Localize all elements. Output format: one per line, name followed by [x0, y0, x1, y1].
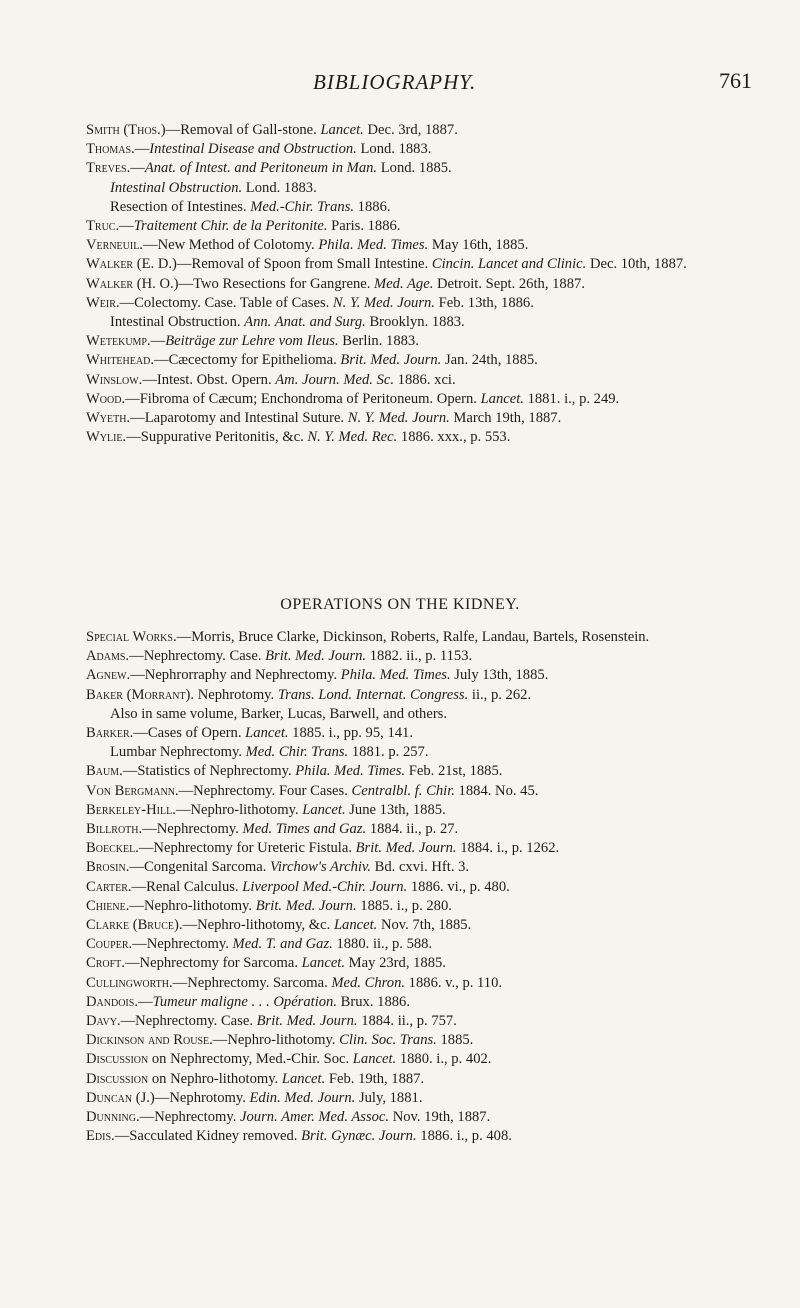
entry-source: Med. T. and Gaz. [232, 936, 333, 953]
entry-detail: 1880. ii., p. 588. [332, 936, 433, 953]
entry-text: Intestinal Obstruction. [110, 314, 245, 331]
entry-detail: 1880. i., p. 402. [396, 1051, 492, 1068]
entry-text: —Intest. Obst. Opern. [142, 371, 276, 388]
entry-author: Wood. [86, 390, 126, 407]
entry-author: Baum. [86, 763, 123, 780]
entry-source: Brit. Med. Journ. [255, 897, 357, 914]
entry-source: Traitement Chir. de la Peritonite. [133, 218, 328, 235]
section-heading: OPERATIONS ON THE KIDNEY. [280, 596, 520, 613]
entry-detail: Jan. 24th, 1885. [441, 352, 538, 369]
entry-source: Anat. of Intest. and Peritoneum in Man. [144, 160, 378, 177]
entry-detail: Berlin. 1883. [338, 333, 419, 350]
entry-author: Discussion [86, 1070, 149, 1087]
entry-detail: May 16th, 1885. [428, 237, 529, 254]
entry-detail: Brux. 1886. [337, 993, 410, 1010]
bibliography-entry [86, 878, 776, 897]
entry-source: Med. Chron. [331, 974, 406, 991]
entry-detail: Lond. 1883. [242, 179, 317, 196]
entry-author: Boeckel. [86, 840, 139, 857]
entry-text: —Laparotomy and Intestinal Suture. [130, 410, 348, 427]
entry-text: —Sacculated Kidney removed. [114, 1128, 302, 1145]
bibliography-entry [86, 159, 776, 178]
entry-source: Brit. Med. Journ. [340, 352, 442, 369]
entry-text: —Fibroma of Cæcum; Enchondroma of Peritoneum. Opern. [125, 390, 481, 407]
entry-source: Journ. Amer. Med. Assoc. [240, 1109, 390, 1126]
entry-author: Verneuil. [86, 237, 143, 254]
entry-text: on Nephrectomy, Med.-Chir. Soc. [148, 1051, 353, 1068]
entry-text: —Nephrectomy. [132, 936, 233, 953]
entry-text: —Nephrotomy. [154, 1089, 250, 1106]
entry-detail: June 13th, 1885. [345, 801, 446, 818]
entry-detail: 1884. ii., p. 27. [366, 821, 459, 838]
bibliography-entry [86, 705, 776, 724]
entry-text: —Nephrectomy for Sarcoma. [124, 955, 302, 972]
entry-detail: Feb. 19th, 1887. [325, 1070, 425, 1087]
entry-text: Also in same volume, Barker, Lucas, Barwell, and others. [110, 705, 448, 722]
page-number: 761 [719, 68, 752, 93]
entry-text: — [150, 333, 166, 350]
entry-detail: Lond. 1883. [356, 141, 432, 158]
entry-source: Tumeur maligne . . . Opération. [152, 993, 338, 1010]
entry-source: Lancet. [480, 390, 524, 407]
entry-author: Agnew. [86, 667, 131, 684]
entry-author: Wylie. [86, 429, 127, 446]
entry-source: Brit. Med. Journ. [256, 1013, 358, 1030]
bibliography-entry [86, 198, 776, 217]
entry-detail: 1882. ii., p. 1153. [366, 648, 473, 665]
entry-detail: 1886. xci. [394, 371, 456, 388]
entry-source: N. Y. Med. Rec. [307, 429, 398, 446]
entry-author: Brosin. [86, 859, 130, 876]
bibliography-entry [86, 121, 776, 140]
bibliography-entry [86, 839, 776, 858]
entry-source: Edin. Med. Journ. [249, 1089, 356, 1106]
bibliography-entry [86, 1108, 776, 1127]
entry-text: —Nephrorraphy and Nephrectomy. [130, 667, 341, 684]
entry-author: Von Bergmann. [86, 782, 179, 799]
entry-text: —Nephro-lithotomy. [129, 897, 256, 914]
entry-detail: 1881. i., p. 249. [523, 390, 620, 407]
entry-detail: 1885. i., pp. 95, 141. [288, 725, 413, 742]
entry-source: Clin. Soc. Trans. [339, 1032, 437, 1049]
entry-source: Centralbl. f. Chir. [351, 782, 455, 799]
entry-author: Couper. [86, 936, 133, 953]
entry-detail: May 23rd, 1885. [345, 955, 446, 972]
entry-source: Intestinal Obstruction. [110, 179, 243, 196]
entry-author: Truc. [86, 218, 120, 235]
bibliography-entry [86, 236, 776, 255]
bibliography-entry [86, 332, 776, 351]
entry-text: —Nephrectomy. Case. [129, 648, 266, 665]
bibliography-entry [86, 801, 776, 820]
entry-text: —Cæcectomy for Epithelioma. [153, 352, 341, 369]
entry-source: Med. Age. [374, 275, 434, 292]
entry-text: —Nephro-lithotomy. [175, 801, 303, 818]
entry-author: Berkeley-Hill. [86, 801, 176, 818]
bibliography-entry [86, 313, 776, 332]
entry-detail: Detroit. Sept. 26th, 1887. [433, 275, 585, 292]
entry-detail: 1884. ii., p. 757. [357, 1013, 457, 1030]
entry-detail: 1884. i., p. 1262. [456, 840, 560, 857]
entry-text: —Renal Calculus. [131, 878, 243, 895]
entry-detail: Paris. 1886. [327, 218, 401, 235]
running-head: BIBLIOGRAPHY. [313, 70, 477, 94]
entry-author: Treves. [86, 160, 131, 177]
entry-author: Thomas. [86, 141, 135, 158]
entry-author: Dandois. [86, 993, 138, 1010]
entry-detail: 1886. vi., p. 480. [407, 878, 510, 895]
entry-author: Walker (H. O.) [86, 275, 179, 292]
bibliography-entry [86, 897, 776, 916]
entry-detail: ii., p. 262. [468, 686, 532, 703]
entry-author: Weir. [86, 294, 120, 311]
entry-detail: 1885. i., p. 280. [356, 897, 452, 914]
entry-source: Phila. Med. Times. [318, 237, 429, 254]
entry-text: — [134, 141, 150, 158]
bibliography-entry [86, 916, 776, 935]
bibliography-entry [86, 993, 776, 1012]
entry-detail: Dec. 10th, 1887. [586, 256, 687, 273]
entry-text: — [119, 218, 134, 235]
bibliography-entry [86, 1012, 776, 1031]
bibliography-entry [86, 1127, 776, 1146]
bibliography-entry [86, 666, 776, 685]
entry-text: —Nephrectomy. [142, 821, 243, 838]
entry-author: Dickinson and Rouse. [86, 1032, 213, 1049]
entry-text: Nephrotomy. [194, 686, 278, 703]
entry-detail: Brooklyn. 1883. [365, 314, 465, 331]
entry-author: Edis. [86, 1128, 115, 1145]
entry-source: Ann. Anat. and Surg. [244, 314, 366, 331]
entry-author: Croft. [86, 955, 125, 972]
entry-author: Barker. [86, 725, 134, 742]
bibliography-entry [86, 974, 776, 993]
entry-source: Lancet. [302, 801, 346, 818]
entry-source: Brit. Gynæc. Journ. [301, 1128, 417, 1145]
entry-text: — [130, 160, 145, 177]
entry-author: Wetekump. [86, 333, 151, 350]
entry-text: —Cases of Opern. [133, 725, 246, 742]
entry-source: Lancet. [245, 725, 289, 742]
entry-source: Am. Journ. Med. Sc. [275, 371, 395, 388]
entry-text: —Removal of Gall-stone. [165, 122, 321, 138]
entry-text: —Suppurative Peritonitis, &c. [126, 429, 308, 446]
entry-text: —Two Resections for Gangrene. [178, 275, 375, 292]
entry-detail: March 19th, 1887. [449, 410, 562, 427]
bibliography-entry [86, 762, 776, 781]
bibliography-entry [86, 390, 776, 409]
entry-text: —Removal of Spoon from Small Intestine. [176, 256, 432, 273]
entry-text: —Nephrectomy. Four Cases. [178, 782, 352, 799]
entry-detail: July 13th, 1885. [450, 667, 549, 684]
entry-source: Phila. Med. Times. [295, 763, 406, 780]
entry-text: —Nephrectomy. [139, 1109, 241, 1126]
bibliography-entry [86, 294, 776, 313]
entry-detail: Dec. 3rd, 1887. [363, 122, 458, 138]
entry-author: Wyeth. [86, 410, 131, 427]
entry-detail: Lond. 1885. [377, 160, 452, 177]
entry-author: Carter. [86, 878, 132, 895]
entry-author: Dunning. [86, 1109, 140, 1126]
entry-source: Lancet. [320, 122, 364, 138]
entry-detail: 1886. i., p. 408. [416, 1128, 512, 1145]
bibliography-entry [86, 1070, 776, 1089]
entry-detail: Feb. 21st, 1885. [405, 763, 503, 780]
bibliography-entry [86, 820, 776, 839]
entry-detail: Bd. cxvi. Hft. 3. [370, 859, 470, 876]
entry-source: N. Y. Med. Journ. [332, 294, 435, 311]
entry-text: —Nephrectomy. Sarcoma. [172, 974, 332, 991]
entry-author: Smith (Thos.) [86, 122, 166, 138]
bibliography-entry [86, 428, 776, 447]
entry-author: Whitehead. [86, 352, 154, 369]
entry-text: —Statistics of Nephrectomy. [122, 763, 296, 780]
entry-author: Chiene. [86, 897, 130, 914]
entry-detail: July, 1881. [355, 1089, 423, 1106]
entry-source: Brit. Med. Journ. [265, 648, 367, 665]
entry-text: —Nephrectomy. Case. [120, 1013, 257, 1030]
entry-source: Lancet. [301, 955, 346, 972]
entry-source: Lancet. [281, 1070, 326, 1087]
entry-source: Intestinal Disease and Obstruction. [149, 141, 357, 158]
entry-text: —Colectomy. Case. Table of Cases. [119, 294, 333, 311]
bibliography-entry [86, 371, 776, 390]
entry-source: Trans. Lond. Internat. Congress. [277, 686, 469, 703]
entry-text: —Nephrectomy for Ureteric Fistula. [138, 840, 356, 857]
bibliography-entry [86, 1089, 776, 1108]
bibliography-entry [86, 140, 776, 159]
entry-text: Resection of Intestines. [110, 198, 251, 215]
entry-text: —Morris, Bruce Clarke, Dickinson, Roberts, Ralfe, Landau, Bartels, Rosenstein. [176, 629, 650, 645]
entry-author: Clarke (Bruce). [86, 917, 183, 934]
bibliography-entry [86, 935, 776, 954]
entry-source: Beiträge zur Lehre vom Ileus. [165, 333, 339, 350]
bibliography-entry [86, 255, 776, 274]
entry-detail: 1884. No. 45. [454, 782, 539, 799]
entry-detail: Feb. 13th, 1886. [434, 294, 534, 311]
bibliography-entry [86, 1050, 776, 1069]
entry-author: Cullingworth. [86, 974, 173, 991]
entry-text: —Nephro-lithotomy, &c. [182, 917, 334, 934]
entry-source: Phila. Med. Times. [340, 667, 451, 684]
entry-detail: 1885. [436, 1032, 474, 1049]
entry-text: on Nephro-lithotomy. [148, 1070, 282, 1087]
entry-source: Med. Chir. Trans. [245, 744, 349, 761]
entry-detail: 1886. [354, 198, 391, 215]
entry-author: Discussion [86, 1051, 149, 1068]
bibliography-entry [86, 686, 776, 705]
entry-text: —Nephro-lithotomy. [212, 1032, 340, 1049]
entry-author: Billroth. [86, 821, 143, 838]
entry-detail: Nov. 7th, 1885. [377, 917, 472, 934]
entry-source: Lancet. [333, 917, 378, 934]
bibliography-entry [86, 1031, 776, 1050]
bibliography-entry [86, 743, 776, 762]
entry-source: Virchow's Archiv. [270, 859, 371, 876]
entry-source: Med. Times and Gaz. [242, 821, 367, 838]
entry-source: Med.-Chir. Trans. [250, 198, 355, 215]
entry-text: —New Method of Colotomy. [142, 237, 319, 254]
entry-author: Baker (Morrant). [86, 686, 195, 703]
bibliography-list-kidney [86, 628, 776, 1146]
bibliography-entry [86, 351, 776, 370]
entry-source: Brit. Med. Journ. [355, 840, 457, 857]
entry-source: N. Y. Med. Journ. [347, 410, 450, 427]
bibliography-entry [86, 217, 776, 236]
entry-detail: Nov. 19th, 1887. [389, 1109, 491, 1126]
entry-detail: 1886. v., p. 110. [405, 974, 503, 991]
bibliography-entry [86, 275, 776, 294]
entry-author: Davy. [86, 1013, 121, 1030]
entry-author: Special Works. [86, 629, 177, 645]
bibliography-entry [86, 858, 776, 877]
entry-text: Lumbar Nephrectomy. [110, 744, 246, 761]
entry-source: Cincin. Lancet and Clinic. [431, 256, 587, 273]
entry-author: Walker (E. D.) [86, 256, 177, 273]
bibliography-entry [86, 409, 776, 428]
bibliography-entry [86, 724, 776, 743]
entry-text: — [137, 993, 153, 1010]
bibliography-entry [86, 628, 776, 647]
bibliography-list-intestine [86, 121, 776, 447]
entry-source: Lancet. [352, 1051, 397, 1068]
entry-source: Liverpool Med.-Chir. Journ. [242, 878, 408, 895]
bibliography-entry [86, 954, 776, 973]
entry-detail: 1881. p. 257. [348, 744, 429, 761]
entry-detail: 1886. xxx., p. 553. [397, 429, 511, 446]
entry-text: —Congenital Sarcoma. [129, 859, 271, 876]
entry-author: Adams. [86, 648, 130, 665]
bibliography-entry [86, 179, 776, 198]
bibliography-entry [86, 782, 776, 801]
bibliography-entry [86, 647, 776, 666]
entry-author: Winslow. [86, 371, 143, 388]
entry-author: Duncan (J.) [86, 1089, 155, 1106]
